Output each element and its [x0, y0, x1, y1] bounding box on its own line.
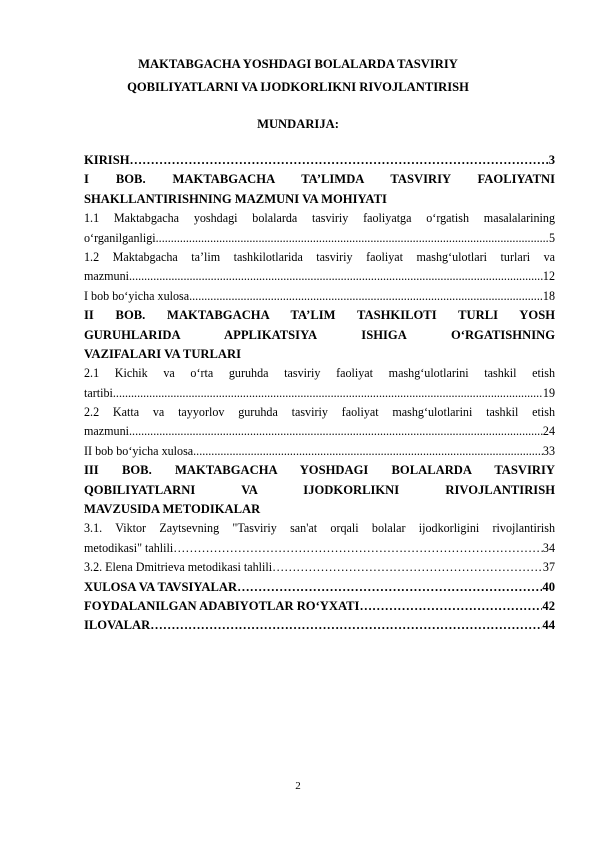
toc-chapter-2[interactable] [84, 306, 555, 364]
title-line-1: MAKTABGACHA YOSHDAGI BOLALARDA TASVIRIY [138, 57, 458, 71]
entry-text-line-2: mazmuni [84, 424, 130, 439]
leader-dots [129, 267, 543, 286]
chapter-2-line-2: GURUHLARIDA APPLIKATSIYA ISHIGA O‘RGATISHNING [84, 327, 555, 342]
toc-entry-chapter-2-summary[interactable] [84, 442, 555, 461]
leader-dots [129, 422, 543, 441]
toc-entry-text: XULOSA VA TAVSIYALAR [84, 579, 238, 594]
chapter-3-line-1: III BOB. MAKTABGACHA YOSHDAGI BOLALARDA TASVIRIY [84, 463, 555, 478]
chapter-1-line-2: SHAKLLANTIRISHNING MAZMUNI VA MOHIYATI [84, 191, 387, 206]
toc-entry-2-2[interactable] [84, 403, 555, 442]
toc-page-number: 5 [548, 230, 555, 245]
toc-entry-appendices[interactable] [84, 616, 555, 635]
toc-entry-conclusion[interactable] [84, 578, 555, 597]
leader-dots [130, 151, 549, 170]
toc-entry-text: ILOVALAR [84, 618, 151, 633]
contents-heading: MUNDARIJA: [257, 117, 339, 131]
toc-entry-references[interactable] [84, 597, 555, 616]
entry-text-line-1: 2.1 Kichik va o‘rta guruhda tasviriy faoliyat mashg‘ulotlarini tashkil etish [84, 366, 555, 381]
leader-dots [189, 287, 543, 306]
toc-entry-3-2[interactable] [84, 558, 555, 577]
entry-text-line-2: tartibi [84, 385, 113, 400]
chapter-2-line-3: VAZIFALARI VA TURLARI [84, 346, 242, 361]
toc-entry-text: II bob bo‘yicha xulosa [84, 443, 194, 458]
leader-dots [272, 558, 543, 577]
toc-page-number: 18 [542, 288, 555, 303]
toc-page-number: 3 [548, 153, 555, 167]
leader-dots [113, 384, 543, 403]
toc-entry-kirish[interactable] [84, 151, 555, 170]
toc-entry-chapter-1-summary[interactable] [84, 287, 555, 306]
toc-page-number: 33 [542, 443, 555, 458]
entry-text-line-2: mazmuni [84, 269, 130, 284]
toc-page-number: 24 [542, 424, 555, 439]
toc-page-number: 44 [542, 618, 555, 633]
leader-dots [156, 229, 549, 248]
toc-entry-2-1[interactable] [84, 364, 555, 403]
toc-page-number: 40 [542, 579, 555, 594]
toc-page-number: 19 [542, 385, 555, 400]
entry-text-line-1: 3.1. Viktor Zaytsevning "Tasviriy san'at orqali bolalar ijodkorligini rivojlantirish [84, 521, 555, 536]
entry-text-line-1: 1.1 Maktabgacha yoshdagi bolalarda tasviriy faoliyatga o‘rgatish masalalarining [84, 211, 555, 226]
toc-page-number: 34 [542, 540, 555, 555]
page-number: 2 [295, 780, 301, 792]
chapter-3-line-3: MAVZUSIDA METODIKALAR [84, 502, 261, 517]
leader-dots [173, 539, 543, 558]
toc-page-number: 37 [542, 560, 555, 575]
entry-text-line-1: 1.2 Maktabgacha ta’lim tashkilotlarida tasviriy faoliyat mashg‘ulotlari turlari va [84, 249, 555, 264]
toc-page-number: 12 [542, 269, 555, 284]
leader-dots [193, 442, 543, 461]
chapter-1-line-1: I BOB. MAKTABGACHA TA’LIMDA TASVIRIY FAOLIYATNI [84, 172, 555, 187]
toc-chapter-3[interactable] [84, 461, 555, 519]
toc-entry-text: FOYDALANILGAN ADABIYOTLAR RO‘YXATI [84, 598, 360, 613]
toc-entry-3-1[interactable] [84, 519, 555, 558]
toc-entry-text: KIRISH [84, 153, 130, 167]
toc-entry-text: 3.2. Elena Dmitrieva metodikasi tahlili [84, 560, 273, 575]
title-line-2: QOBILIYATLARNI VA IJODKORLIKNI RIVOJLANTIRISH [127, 80, 469, 94]
leader-dots [237, 578, 542, 597]
entry-text-line-1: 2.2 Katta va tayyorlov guruhda tasviriy faoliyat mashg‘ulotlarini tashkil etish [84, 405, 555, 420]
leader-dots [359, 597, 542, 616]
toc-entry-text: I bob bo‘yicha xulosa [84, 288, 190, 303]
toc-page-number: 42 [542, 598, 555, 613]
toc-entry-1-2[interactable] [84, 248, 555, 287]
leader-dots [150, 616, 542, 635]
toc-entry-1-1[interactable] [84, 209, 555, 248]
toc-chapter-1[interactable] [84, 170, 555, 209]
entry-text-line-2: metodikasi" tahlili [84, 540, 174, 555]
entry-text-line-2: o‘rganilganligi [84, 230, 156, 245]
chapter-2-line-1: II BOB. MAKTABGACHA TA’LIM TASHKILOTI TURLI YOSH [84, 308, 555, 323]
chapter-3-line-2: QOBILIYATLARNI VA IJODKORLIKNI RIVOJLANTIRISH [84, 482, 555, 497]
table-of-contents [84, 151, 555, 636]
